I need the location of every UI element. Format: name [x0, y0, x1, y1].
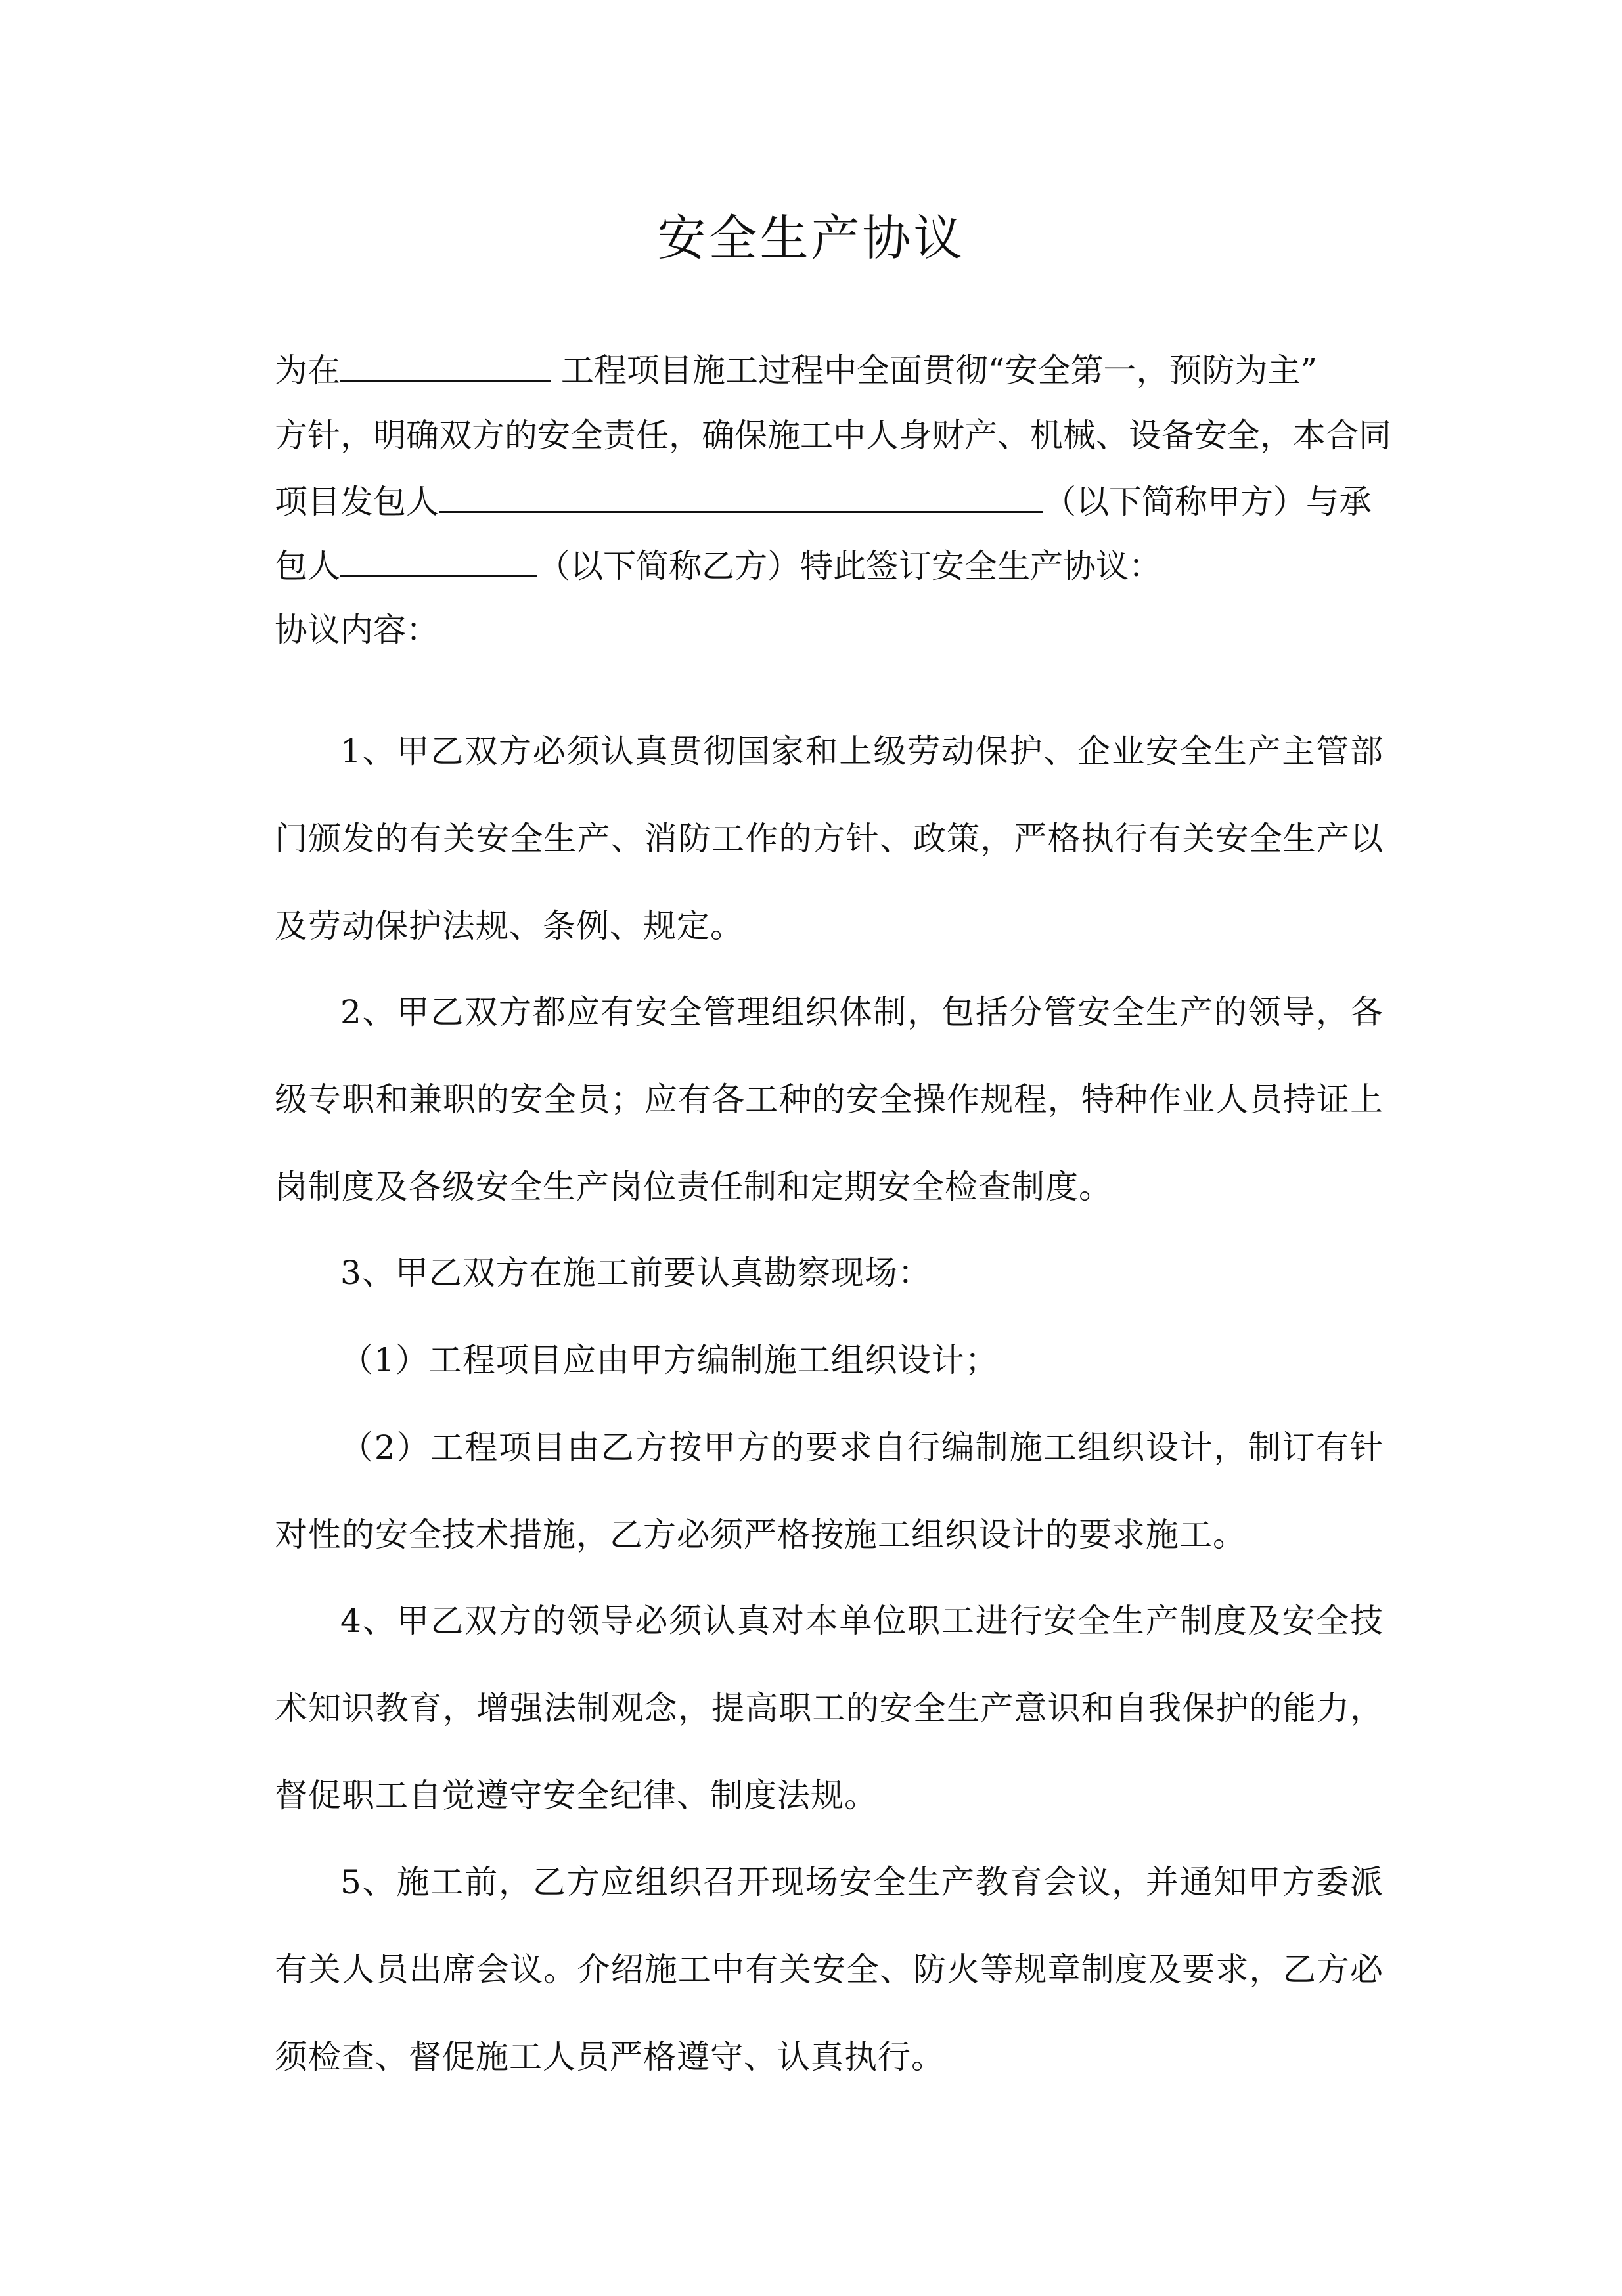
intro-line-1	[275, 347, 1317, 393]
intro-line-2: 方针，明确双方的安全责任，确保施工中人身财产、机械、设备安全，本合同	[275, 416, 1391, 454]
clause-4: 4、甲乙双方的领导必须认真对本单位职工进行安全生产制度及安全技术知识教育，增强法制观念，提高职工的安全生产意识和自我保护的能力，督促职工自觉遵守安全纪律、制度法规。	[275, 1602, 1384, 1815]
employer-name-blank[interactable]	[439, 478, 1043, 513]
clause-1: 1、甲乙双方必须认真贯彻国家和上级劳动保护、企业安全生产主管部门颁发的有关安全生产、消防工作的方针、政策，严格执行有关安全生产以及劳动保护法规、条例、规定。	[275, 732, 1384, 945]
document-title: 安全生产协议	[657, 210, 965, 267]
clause-3-item-2: （2）工程项目由乙方按甲方的要求自行编制施工组织设计，制订有针对性的安全技术措施，乙方必须严格按施工组织设计的要求施工。	[275, 1428, 1384, 1554]
intro-line-3-pre: 项目发包人	[275, 483, 439, 521]
agreement-content-label: 协议内容：	[275, 611, 439, 649]
intro-line-4-pre: 包人	[275, 547, 340, 585]
intro-line-4	[275, 542, 1161, 588]
intro-line-1-post: 工程项目施工过程中全面贯彻“安全第一，预防为主”	[551, 351, 1318, 389]
project-name-blank[interactable]	[340, 347, 551, 382]
clause-5: 5、施工前，乙方应组织召开现场安全生产教育会议，并通知甲方委派有关人员出席会议。介绍施工中有关安全、防火等规章制度及要求，乙方必须检查、督促施工人员严格遵守、认真执行。	[275, 1863, 1384, 2076]
intro-line-1-pre: 为在	[275, 351, 340, 389]
intro-line-4-post: （以下简称乙方）特此签订安全生产协议：	[537, 547, 1161, 585]
intro-line-3	[275, 478, 1372, 524]
clause-3-item-1: （1）工程项目应由甲方编制施工组织设计；	[340, 1341, 999, 1379]
contractor-name-blank[interactable]	[340, 542, 537, 577]
intro-line-3-post: （以下简称甲方）与承	[1043, 483, 1372, 521]
clause-3: 3、甲乙双方在施工前要认真勘察现场：	[340, 1254, 932, 1292]
clause-2: 2、甲乙双方都应有安全管理组织体制，包括分管安全生产的领导，各级专职和兼职的安全员；应有各工种的安全操作规程，特种作业人员持证上岗制度及各级安全生产岗位责任制和定期安全检查制度。	[275, 993, 1384, 1206]
